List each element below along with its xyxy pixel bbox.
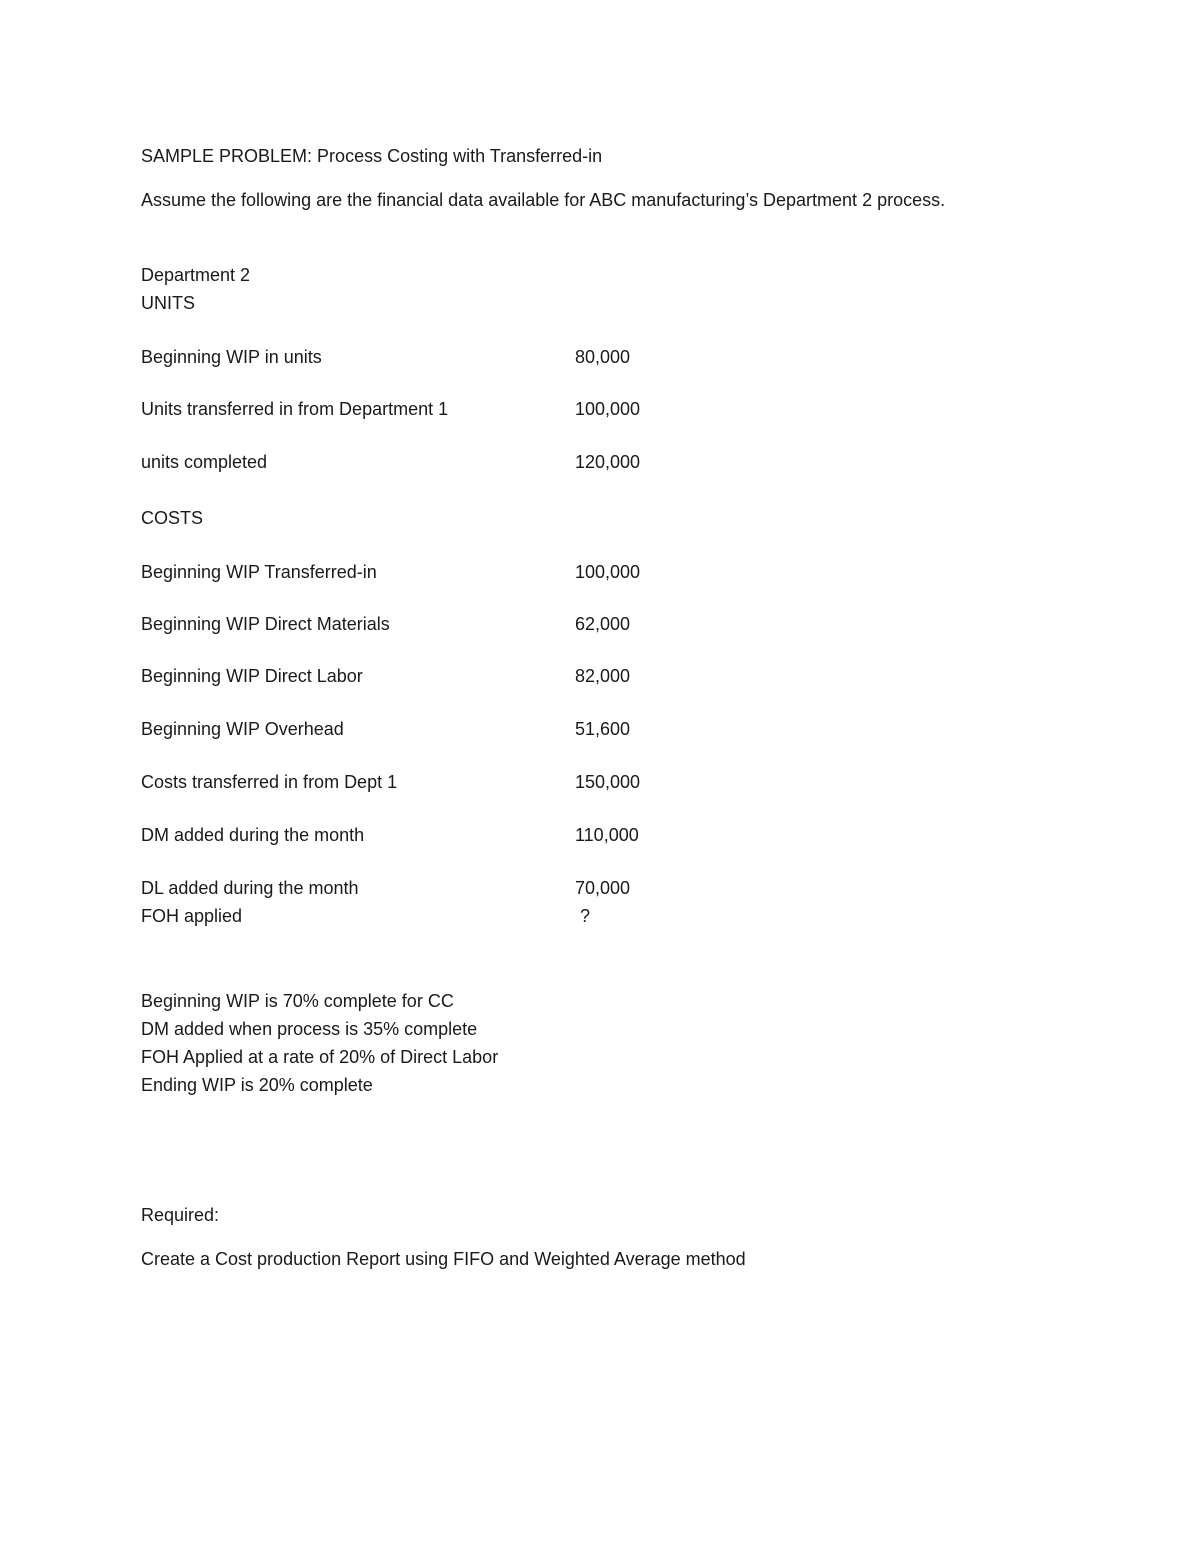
costs-row-value: 110,000: [575, 825, 639, 845]
note-line: Ending WIP is 20% complete: [141, 1075, 373, 1095]
costs-row-value: 70,000: [575, 878, 631, 898]
costs-row-label: Costs transferred in from Dept 1: [141, 772, 398, 792]
units-row-label: Beginning WIP in units: [141, 347, 322, 367]
required-text: Create a Cost production Report using FIFO and Weighted Average method: [141, 1249, 746, 1269]
costs-row-value: 51,600: [575, 719, 631, 739]
costs-row-label: DL added during the month: [141, 878, 359, 898]
costs-row-label: Beginning WIP Transferred-in: [141, 562, 377, 582]
units-row-label: units completed: [141, 452, 268, 472]
units-row-value: 100,000: [575, 399, 641, 419]
intro-paragraph: Assume the following are the financial data available for ABC manufacturing’s Department 2 process.: [141, 190, 946, 210]
units-row-label: Units transferred in from Department 1: [141, 399, 449, 419]
costs-row-label: Beginning WIP Overhead: [141, 719, 344, 739]
problem-heading: SAMPLE PROBLEM: Process Costing with Transferred-in: [141, 146, 603, 166]
costs-row-label: Beginning WIP Direct Materials: [141, 614, 390, 634]
costs-section-title: COSTS: [141, 508, 204, 528]
note-line: FOH Applied at a rate of 20% of Direct Labor: [141, 1047, 499, 1067]
costs-row-label: Beginning WIP Direct Labor: [141, 666, 363, 686]
note-line: DM added when process is 35% complete: [141, 1019, 478, 1039]
costs-row-value: ?: [580, 906, 591, 926]
units-row-value: 120,000: [575, 452, 641, 472]
costs-row-label: DM added during the month: [141, 825, 365, 845]
costs-row-label: FOH applied: [141, 906, 243, 926]
costs-row-value: 100,000: [575, 562, 641, 582]
costs-row-value: 62,000: [575, 614, 631, 634]
costs-row-value: 150,000: [575, 772, 641, 792]
required-label: Required:: [141, 1205, 220, 1225]
costs-row-value: 82,000: [575, 666, 631, 686]
department-label: Department 2: [141, 265, 251, 285]
note-line: Beginning WIP is 70% complete for CC: [141, 991, 454, 1011]
units-row-value: 80,000: [575, 347, 631, 367]
units-section-title: UNITS: [141, 293, 195, 313]
